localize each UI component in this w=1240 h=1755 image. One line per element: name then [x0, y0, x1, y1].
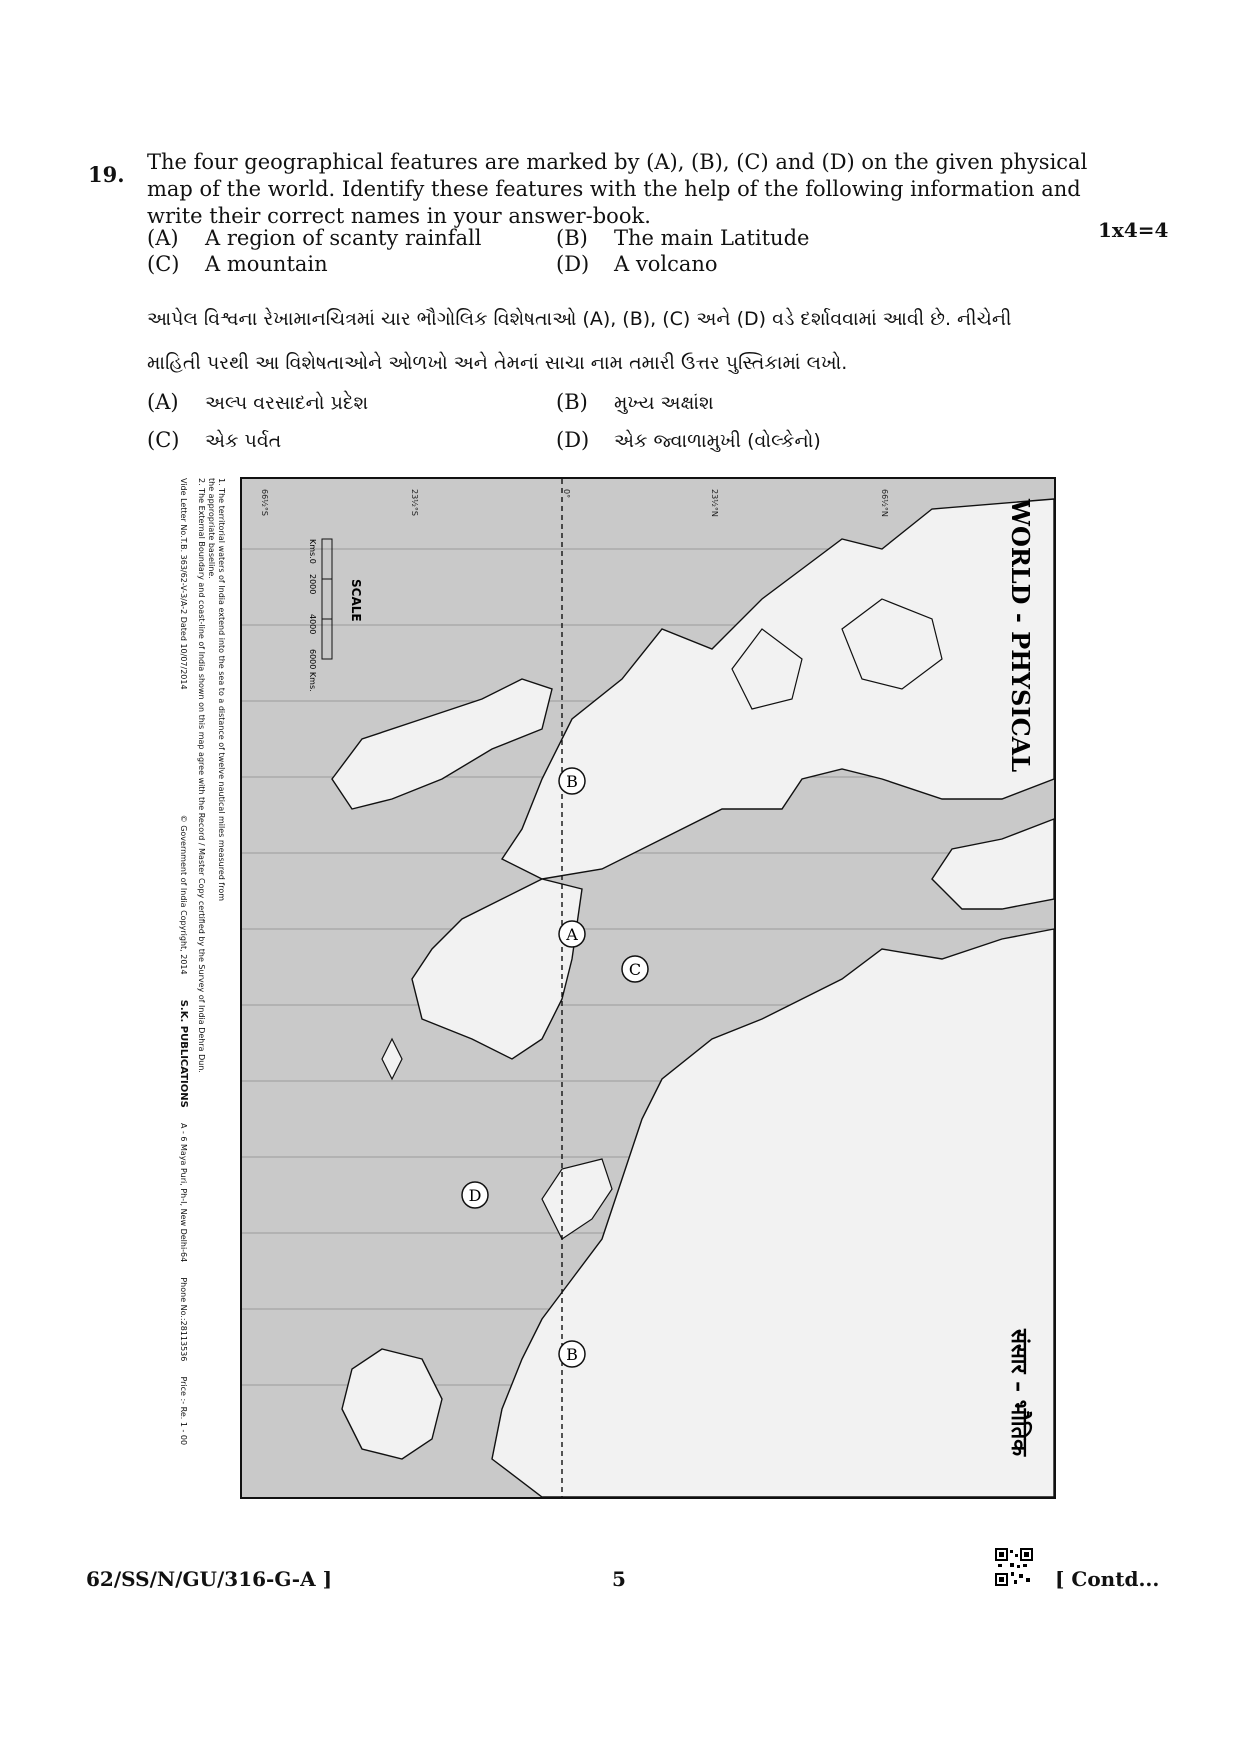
gu-option-a-label: (A)	[147, 390, 179, 414]
map-note-1: 1. The territorial waters of India extend into the sea to a distance of twelve nautical miles measured from	[217, 478, 226, 902]
gu-option-d-text: એક જ્વાળામુખી (વોલ્કેનો)	[614, 430, 821, 452]
map-publisher-phone: Phone No.:28113536	[179, 1277, 188, 1362]
svg-text:C: C	[628, 960, 642, 979]
lat-label: 23½°N	[710, 489, 719, 517]
svg-text:B: B	[566, 772, 578, 791]
map-note-2: the appropriate baseline.	[207, 478, 216, 579]
gujarati-text-line-2: માહિતી પરથી આ વિશેષતાઓને ઓળખો અને તેમનાં સાચા નામ તમારી ઉત્તર પુસ્તિકામાં લખો.	[147, 352, 848, 374]
lat-label: 66½°S	[260, 489, 269, 517]
paper-code: 62/SS/N/GU/316-G-A ]	[86, 1567, 333, 1591]
qr-code-icon	[995, 1548, 1033, 1586]
option-b-label: (B)	[556, 226, 588, 250]
continued-label: [ Contd...	[1055, 1567, 1160, 1591]
marker-b-right	[559, 1341, 585, 1367]
option-d-text: A volcano	[614, 252, 718, 276]
svg-text:A: A	[566, 925, 578, 944]
map-credits-column	[160, 478, 196, 1496]
gu-option-b-text: મુખ્ય અક્ષાંશ	[614, 392, 714, 414]
map-vide-letter: Vide Letter No.T.B. 363/62-V-3/A-2 Dated 10/07/2014	[179, 478, 188, 690]
scale-title: SCALE	[349, 579, 363, 622]
question-number: 19.	[88, 162, 125, 187]
question-text-line-3: write their correct names in your answer-book.	[147, 204, 651, 228]
option-c-label: (C)	[147, 252, 180, 276]
gu-option-b-label: (B)	[556, 390, 588, 414]
gu-option-a-text: અલ્પ વરસાદનો પ્રદેશ	[205, 392, 369, 414]
gu-option-c-text: એક પર્વત	[205, 430, 282, 452]
map-price: Price :- Re. 1 - 00	[179, 1376, 188, 1446]
world-physical-map	[240, 477, 1056, 1499]
marker-c	[622, 956, 648, 982]
map-notes-column	[198, 478, 234, 1496]
map-title: WORLD - PHYSICAL	[1006, 499, 1035, 773]
option-b-text: The main Latitude	[614, 226, 810, 250]
gu-option-c-label: (C)	[147, 428, 180, 452]
lat-label: 0°	[562, 489, 571, 499]
map-publisher-address: A - 6 Maya Puri, Ph-I, New Delhi-64	[179, 1122, 188, 1263]
map-publisher: S.K. PUBLICATIONS	[178, 999, 189, 1108]
option-c-text: A mountain	[205, 252, 328, 276]
option-a-label: (A)	[147, 226, 179, 250]
gu-option-d-label: (D)	[556, 428, 590, 452]
page-number: 5	[612, 1567, 626, 1591]
option-a-text: A region of scanty rainfall	[205, 226, 482, 250]
question-text-line-2: map of the world. Identify these features with the help of the following information and	[147, 177, 1081, 201]
marker-b-left	[559, 768, 585, 794]
marks-label: 1x4=4	[1098, 218, 1169, 242]
lat-label: 66½°N	[880, 489, 889, 517]
map-title-hindi: संसार – भौतिक	[1006, 1329, 1031, 1457]
scale-value-2: 4000	[308, 614, 317, 635]
svg-text:D: D	[468, 1186, 482, 1205]
gujarati-text-line-1: આપેલ વિશ્વના રેખામાનચિત્રમાં ચાર ભૌગોલિક વિશેષતાઓ (A), (B), (C) અને (D) વડે દર્શાવવામાં આવી છે. નીચેની	[147, 308, 1012, 330]
marker-d	[462, 1182, 488, 1208]
marker-a	[559, 921, 585, 947]
scale-value-1: 2000	[308, 574, 317, 595]
scale-value-0: Kms.0	[308, 539, 317, 564]
question-text-line-1: The four geographical features are marked by (A), (B), (C) and (D) on the given physical	[147, 150, 1088, 174]
map-copyright: © Government of India Copyright, 2014	[179, 814, 188, 975]
scale-value-3: 6000 Kms.	[308, 649, 317, 692]
map-note-3: 2. The External Boundary and coast-line of India shown on this map agree with the Record / Master Copy certified by the Survey of India Dehra Dun.	[197, 478, 206, 1073]
lat-label: 23½°S	[410, 489, 419, 517]
map-svg	[242, 479, 1054, 1497]
option-d-label: (D)	[556, 252, 590, 276]
svg-text:B: B	[566, 1345, 578, 1364]
